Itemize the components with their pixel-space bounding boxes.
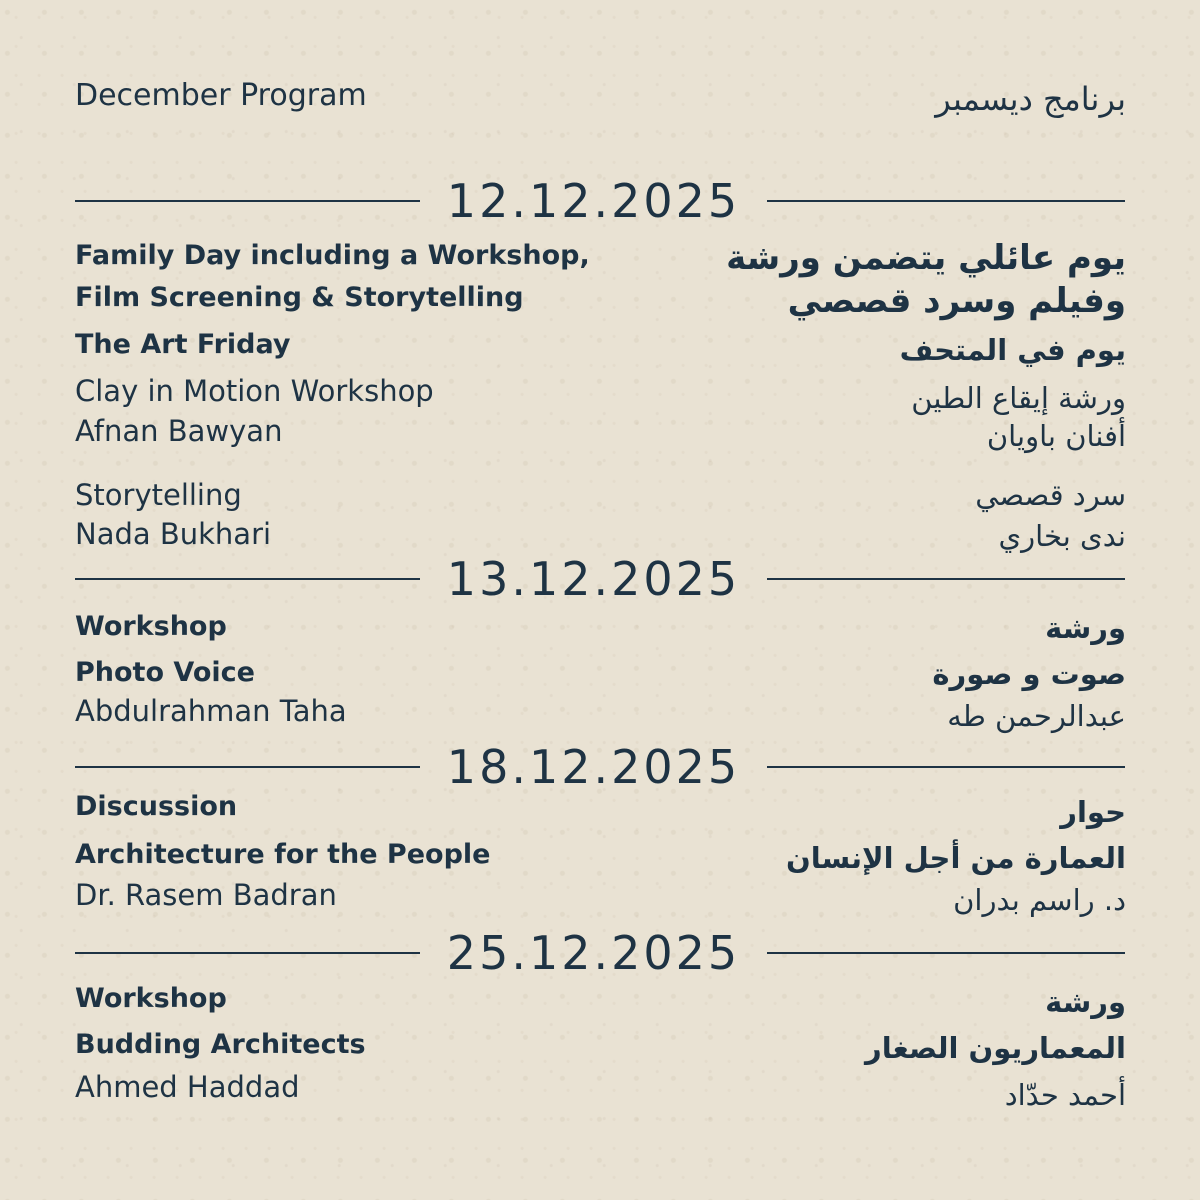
presenter-name-en: Ahmed Haddad [75,1070,300,1104]
event-type-en: Workshop [75,611,227,642]
presenter-name-ar: ندى بخاري [998,519,1126,553]
activity-name-en: Clay in Motion Workshop [75,374,434,408]
event-title-ar: العمارة من أجل الإنسان [786,841,1126,875]
date-divider [75,740,1125,794]
program-title-en: December Program [75,78,367,113]
presenter-name-ar: عبدالرحمن طه [947,699,1126,733]
event-subtitle-ar: يوم في المتحف [899,333,1126,367]
divider-line-left [75,200,420,202]
program-title-ar: برنامج ديسمبر [935,80,1126,118]
event-date: 25.12.2025 [446,926,741,980]
presenter-name-en: Abdulrahman Taha [75,694,347,728]
event-title-ar: وفيلم وسرد قصصي [787,281,1126,321]
activity-name-en: Storytelling [75,478,242,512]
event-date: 13.12.2025 [446,552,741,606]
event-type-ar: ورشة [1045,985,1126,1019]
divider-line-right [767,578,1125,580]
event-title-en: Family Day including a Workshop, [75,240,590,271]
activity-name-ar: ورشة إيقاع الطين [911,381,1126,415]
event-title-en: Film Screening & Storytelling [75,282,524,313]
event-date: 12.12.2025 [446,174,741,228]
event-title-en: Budding Architects [75,1029,366,1060]
event-date: 18.12.2025 [446,740,741,794]
presenter-name-ar: أفنان باويان [986,419,1126,453]
divider-line-right [767,766,1125,768]
divider-line-left [75,578,420,580]
event-type-ar: ورشة [1045,611,1126,645]
event-title-ar: يوم عائلي يتضمن ورشة [726,238,1126,278]
divider-line-left [75,952,420,954]
event-type-en: Discussion [75,791,238,822]
divider-line-right [767,952,1125,954]
event-title-ar: صوت و صورة [932,657,1126,691]
date-divider [75,552,1125,606]
presenter-name-ar: د. راسم بدران [953,883,1126,917]
presenter-name-en: Dr. Rasem Badran [75,878,337,912]
activity-name-ar: سرد قصصي [975,478,1126,512]
presenter-name-en: Afnan Bawyan [75,414,283,448]
event-type-en: Workshop [75,983,227,1014]
divider-line-left [75,766,420,768]
date-divider [75,174,1125,228]
presenter-name-ar: أحمد حدّاد [1004,1078,1126,1112]
event-type-ar: حوار [1060,795,1126,829]
event-title-en: Architecture for the People [75,839,491,870]
date-divider [75,926,1125,980]
event-title-en: Photo Voice [75,657,255,688]
event-subtitle-en: The Art Friday [75,329,291,360]
divider-line-right [767,200,1125,202]
presenter-name-en: Nada Bukhari [75,517,272,551]
event-title-ar: المعماريون الصغار [865,1031,1126,1065]
